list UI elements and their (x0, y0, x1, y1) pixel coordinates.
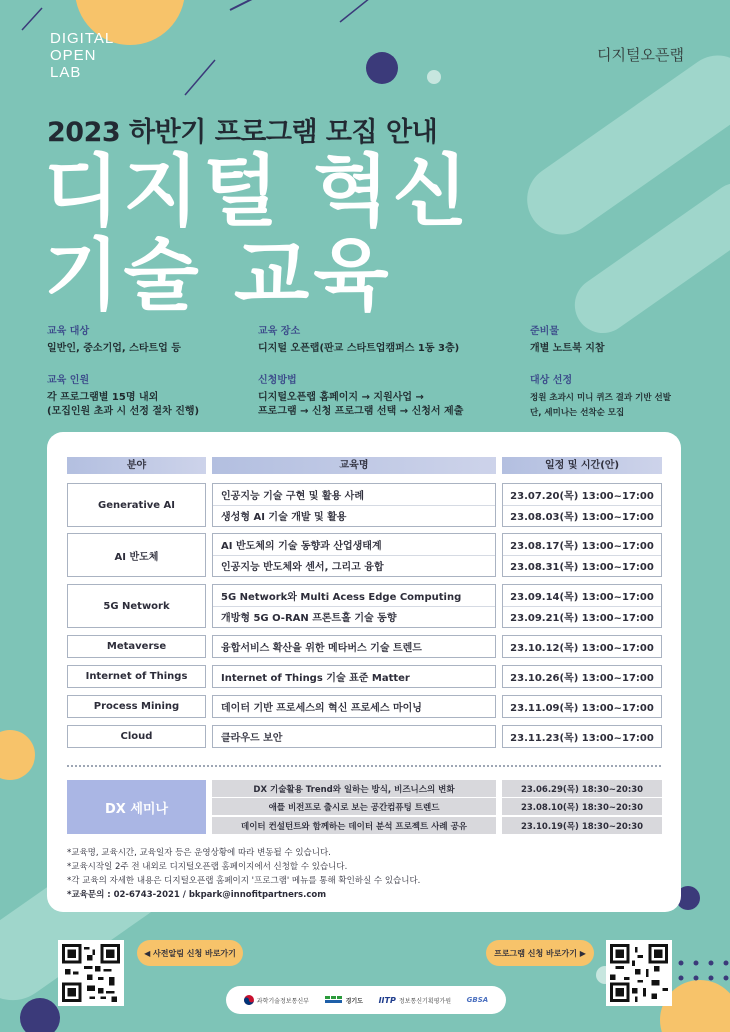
seminar-date: 23.08.10(목) 18:30~20:30 (502, 798, 662, 815)
schedule-date: 23.11.23(목) 13:00~17:00 (502, 725, 662, 748)
schedule-date: 23.11.09(목) 13:00~17:00 (502, 695, 662, 718)
schedule-cell (502, 584, 662, 628)
qr-code-icon[interactable] (58, 940, 124, 1006)
gyeonggi-logo: 경기도 (325, 996, 363, 1005)
info-value: 단, 세미나는 선착순 모집 (530, 408, 625, 418)
title-line2: 기술 교육 (44, 231, 393, 321)
page-subtitle: 2023 하반기 프로그램 모집 안내 (47, 117, 438, 148)
iitp-logo: IITP 정보통신기획평가원 (378, 995, 452, 1005)
schedule-date: 23.08.03(목) 13:00~17:00 (510, 512, 654, 523)
schedule-date: 23.08.31(목) 13:00~17:00 (510, 562, 654, 573)
notes (67, 846, 420, 902)
brand-wordmark: 디지털오픈랩 (597, 46, 684, 64)
gyeonggi-mark-icon (325, 996, 343, 1004)
logo-line2: OPEN (50, 47, 97, 64)
seminar-title: DX 기술활용 Trend와 일하는 방식, 비즈니스의 변화 (212, 780, 496, 797)
program-apply-button[interactable]: 프로그램 신청 바로가기 ▶ (486, 940, 594, 966)
header-course: 교육명 (212, 457, 496, 474)
schedule-date: 23.10.26(목) 13:00~17:00 (502, 665, 662, 688)
course-cell (212, 584, 496, 628)
info-value: 정원 초과시 미니 퀴즈 결과 기반 선발 (530, 393, 671, 403)
course-name: AI 반도체의 기술 동향과 산업생태계 (221, 541, 382, 552)
info-label: 대상 선정 (530, 375, 573, 386)
info-location (258, 325, 459, 356)
contact-line: *교육문의 : 02-6743-2021 / bkpark@innofitpartners.com (67, 890, 327, 900)
course-name: 개방형 5G O-RAN 프론트홀 기술 동향 (221, 613, 397, 624)
schedule-card (47, 432, 681, 912)
info-apply-method (258, 374, 463, 419)
course-name: 인공지능 반도체와 센서, 그리고 융합 (221, 562, 384, 573)
course-name: 클라우드 보안 (212, 725, 496, 748)
category-cell: Internet of Things (67, 665, 206, 688)
title-line1: 디지털 혁신 (44, 147, 472, 237)
schedule-cell (502, 533, 662, 577)
schedule-date: 23.10.12(목) 13:00~17:00 (502, 635, 662, 658)
schedule-date: 23.08.17(목) 13:00~17:00 (510, 541, 654, 552)
info-label: 교육 대상 (47, 326, 90, 337)
qr-code-icon[interactable] (606, 940, 672, 1006)
info-label: 교육 장소 (258, 326, 301, 337)
pre-notification-button[interactable]: ◀ 사전알림 신청 바로가기 (137, 940, 243, 966)
info-value: 디지털 오픈랩(판교 스타트업캠퍼스 1동 3층) (258, 343, 460, 354)
note-line: *교육시작일 2주 전 내외로 디지털오픈랩 홈페이지에서 신청할 수 있습니다. (67, 862, 348, 872)
header-schedule: 일정 및 시간(안) (502, 457, 662, 474)
dot-pattern (676, 958, 730, 988)
digital-open-lab-logo (50, 30, 114, 81)
category-cell: Generative AI (67, 483, 206, 527)
category-cell: Process Mining (67, 695, 206, 718)
category-cell: AI 반도체 (67, 533, 206, 577)
info-value: 프로그램 → 신청 프로그램 선택 → 신청서 제출 (258, 406, 464, 417)
course-name: 생성형 AI 기술 개발 및 활용 (221, 512, 347, 523)
header-category: 분야 (67, 457, 206, 474)
dx-seminar-label: DX 세미나 (67, 780, 206, 834)
taegeuk-icon (244, 995, 254, 1005)
seminar-title: 애플 비전프로 출시로 보는 공간컴퓨팅 트렌드 (212, 798, 496, 815)
note-line: *각 교육의 자세한 내용은 디지털오픈랩 홈페이지 '프로그램' 메뉴를 통해 확인하실 수 있습니다. (67, 876, 421, 886)
info-value: 각 프로그램별 15명 내외 (47, 392, 159, 403)
category-cell: Cloud (67, 725, 206, 748)
logo-line1: DIGITAL (50, 30, 115, 47)
msit-logo: 과학기술정보통신부 (244, 995, 309, 1005)
info-label: 신청방법 (258, 375, 297, 386)
gbsa-logo: GBSA (466, 996, 489, 1004)
info-materials (530, 325, 605, 356)
seminar-date: 23.10.19(목) 18:30~20:30 (502, 817, 662, 834)
info-value: 일반인, 중소기업, 스타트업 등 (47, 343, 181, 354)
logo-line3: LAB (50, 64, 82, 81)
info-selection (530, 374, 671, 421)
course-name: 인공지능 기술 구현 및 활용 사례 (221, 491, 364, 502)
schedule-cell (502, 483, 662, 527)
info-value: 디지털오픈랩 홈페이지 → 지원사업 → (258, 392, 424, 403)
page-title (44, 147, 472, 321)
course-name: Internet of Things 기술 표준 Matter (212, 665, 496, 688)
course-name: 5G Network와 Multi Acess Edge Computing (221, 592, 462, 603)
course-cell (212, 483, 496, 527)
info-label: 준비물 (530, 326, 559, 337)
schedule-date: 23.09.14(목) 13:00~17:00 (510, 592, 654, 603)
course-cell (212, 533, 496, 577)
seminar-date: 23.06.29(목) 18:30~20:30 (502, 780, 662, 797)
course-name: 융합서비스 확산을 위한 메타버스 기술 트렌드 (212, 635, 496, 658)
category-cell: Metaverse (67, 635, 206, 658)
info-value: 개별 노트북 지참 (530, 343, 605, 354)
category-cell: 5G Network (67, 584, 206, 628)
schedule-date: 23.09.21(목) 13:00~17:00 (510, 613, 654, 624)
section-divider (67, 765, 661, 767)
info-capacity (47, 374, 199, 419)
schedule-date: 23.07.20(목) 13:00~17:00 (510, 491, 654, 502)
info-label: 교육 인원 (47, 375, 90, 386)
note-line: *교육명, 교육시간, 교육일자 등은 운영상황에 따라 변동될 수 있습니다. (67, 848, 331, 858)
sponsor-logos (226, 986, 506, 1014)
seminar-title: 데이터 컨설턴트와 함께하는 데이터 분석 프로젝트 사례 공유 (212, 817, 496, 834)
info-value: (모집인원 초과 시 선정 절차 진행) (47, 406, 200, 417)
info-target (47, 325, 181, 356)
course-name: 데이터 기반 프로세스의 혁신 프로세스 마이닝 (212, 695, 496, 718)
